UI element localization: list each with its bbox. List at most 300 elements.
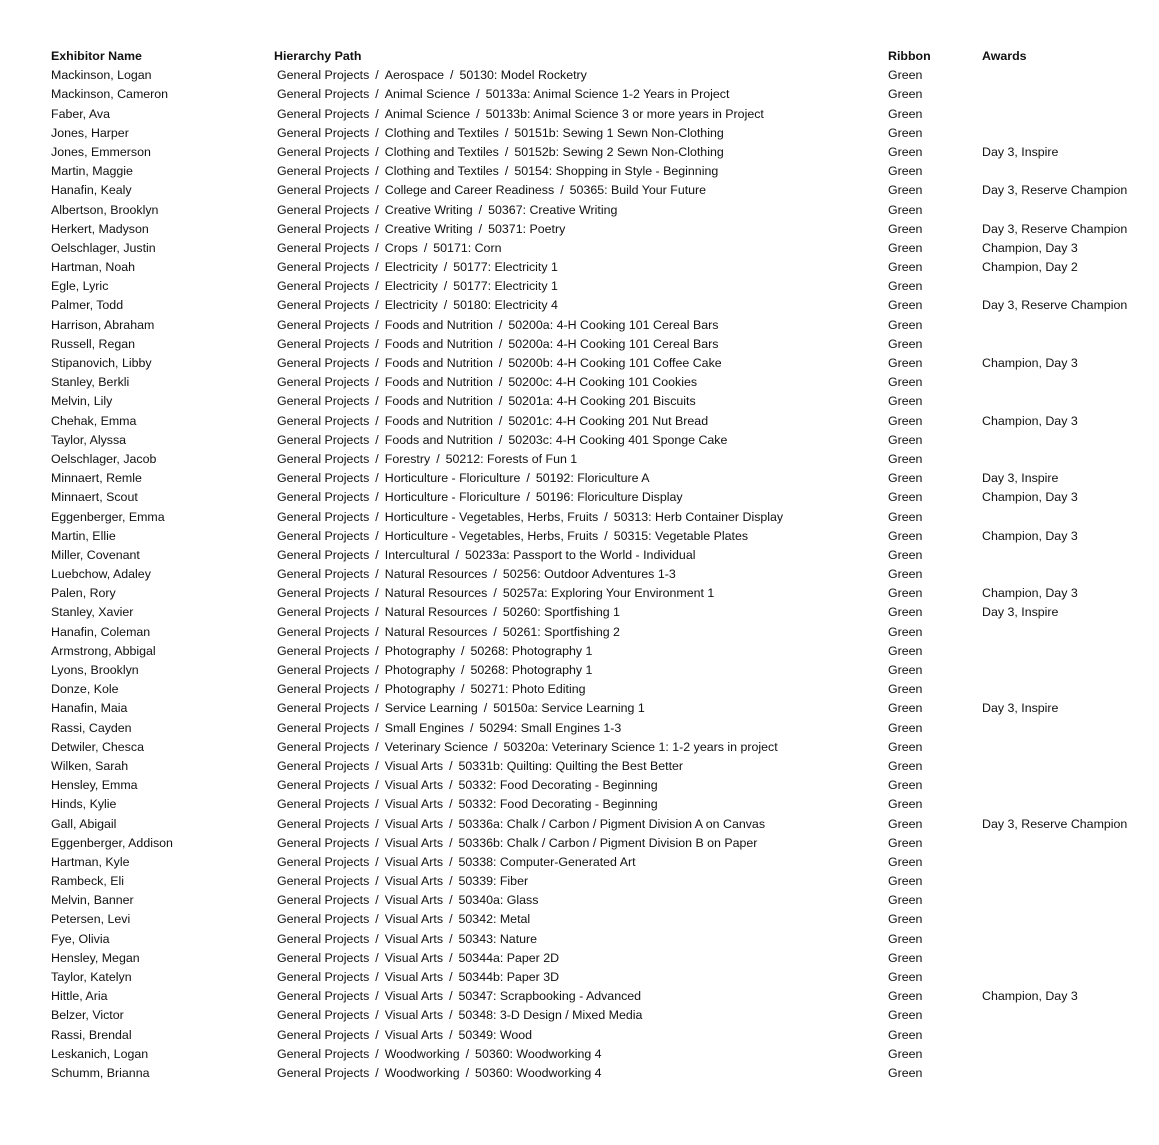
path-separator: / <box>375 202 379 217</box>
path-separator: / <box>375 778 379 793</box>
ribbon-cell: Green <box>888 778 923 793</box>
path-segment: General Projects <box>277 221 370 236</box>
table-row <box>51 143 1159 162</box>
table-row <box>51 546 1159 565</box>
path-segment: Visual Arts <box>384 835 444 850</box>
path-segment: General Projects <box>277 125 370 140</box>
path-segment: 50365: Build Your Future <box>569 183 707 198</box>
ribbon-cell: Green <box>888 893 923 908</box>
table-row <box>51 834 1159 853</box>
hierarchy-path-cell <box>274 412 888 431</box>
awards-cell <box>982 623 1159 642</box>
exhibitor-name-cell: Albertson, Brooklyn <box>51 202 159 217</box>
path-separator: / <box>375 336 379 351</box>
path-segment: Horticulture - Vegetables, Herbs, Fruits <box>384 528 599 543</box>
table-body <box>51 66 1159 1083</box>
path-separator: / <box>375 317 379 332</box>
path-separator: / <box>493 586 497 601</box>
path-separator: / <box>375 835 379 850</box>
path-separator: / <box>375 432 379 447</box>
column-header-awards: Awards <box>982 49 1027 63</box>
path-segment: General Projects <box>277 893 370 908</box>
table-row <box>51 719 1159 738</box>
path-segment: 50313: Herb Container Display <box>613 509 784 524</box>
awards-cell <box>982 1026 1159 1045</box>
ribbon-cell: Green <box>888 164 923 179</box>
path-segment: Natural Resources <box>384 605 488 620</box>
path-separator: / <box>449 1008 453 1023</box>
path-separator: / <box>449 912 453 927</box>
path-separator: / <box>483 701 488 716</box>
path-separator: / <box>465 1065 470 1080</box>
column-header-hierarchy-path: Hierarchy Path <box>274 49 362 63</box>
path-segment: 50200a: 4-H Cooking 101 Cereal Bars <box>508 336 719 351</box>
exhibitor-name-cell: Lyons, Brooklyn <box>51 663 139 677</box>
path-segment: Visual Arts <box>384 912 444 927</box>
ribbon-cell: Green <box>888 144 923 159</box>
table-header <box>51 47 1159 66</box>
exhibitor-name-cell: Gall, Abigail <box>51 816 117 831</box>
path-separator: / <box>375 1046 379 1061</box>
exhibitor-name-cell: Palen, Rory <box>51 586 116 601</box>
ribbon-cell: Green <box>888 68 923 83</box>
path-segment: 50360: Woodworking 4 <box>475 1065 602 1080</box>
path-segment: Foods and Nutrition <box>384 336 493 351</box>
awards-cell: Champion, Day 3 <box>982 989 1078 1004</box>
ribbon-cell: Green <box>888 567 923 582</box>
path-segment: General Projects <box>277 701 370 716</box>
path-segment: Clothing and Textiles <box>384 164 499 179</box>
hierarchy-path-cell <box>274 220 888 239</box>
path-segment: General Projects <box>277 528 370 543</box>
table-row <box>51 450 1159 469</box>
table-row <box>51 1006 1159 1025</box>
path-segment: General Projects <box>277 317 370 332</box>
ribbon-cell: Green <box>888 816 923 831</box>
hierarchy-path-cell <box>274 277 888 296</box>
awards-cell: Champion, Day 2 <box>982 260 1078 275</box>
exhibitor-name-cell: Mackinson, Logan <box>51 68 152 83</box>
table-row <box>51 565 1159 584</box>
path-segment: General Projects <box>277 298 370 313</box>
exhibitor-name-cell: Russell, Regan <box>51 336 136 351</box>
path-segment: Natural Resources <box>384 586 488 601</box>
awards-cell: Day 3, Inspire <box>982 701 1059 716</box>
table-row <box>51 66 1159 85</box>
awards-cell <box>982 930 1159 949</box>
path-segment: General Projects <box>277 835 370 850</box>
ribbon-cell: Green <box>888 874 923 889</box>
path-segment: Intercultural <box>384 547 450 562</box>
path-segment: 50332: Food Decorating - Beginning <box>458 778 658 793</box>
path-segment: General Projects <box>277 778 370 793</box>
exhibitor-name-cell: Melvin, Lily <box>51 394 113 409</box>
hierarchy-path-cell <box>274 143 888 162</box>
table-row <box>51 354 1159 373</box>
hierarchy-path-cell <box>274 699 888 718</box>
path-separator: / <box>498 336 503 351</box>
path-segment: 50320a: Veterinary Science 1: 1-2 years in project <box>503 739 778 754</box>
exhibitor-name-cell: Eggenberger, Addison <box>51 835 173 850</box>
hierarchy-path-cell <box>274 584 888 603</box>
hierarchy-path-cell <box>274 1064 888 1083</box>
table-row <box>51 757 1159 776</box>
path-segment: Foods and Nutrition <box>384 394 493 409</box>
path-segment: General Projects <box>277 413 370 428</box>
path-separator: / <box>449 854 453 869</box>
path-separator: / <box>375 451 379 466</box>
table-row <box>51 987 1159 1006</box>
path-separator: / <box>375 663 379 677</box>
hierarchy-path-cell <box>274 757 888 776</box>
table-row <box>51 584 1159 603</box>
path-segment: General Projects <box>277 970 370 984</box>
path-segment: 50294: Small Engines 1-3 <box>479 720 622 735</box>
table-row <box>51 1026 1159 1045</box>
ribbon-cell: Green <box>888 1046 923 1061</box>
path-segment: Visual Arts <box>384 778 444 793</box>
hierarchy-path-cell <box>274 738 888 757</box>
awards-cell <box>982 373 1159 392</box>
path-segment: General Projects <box>277 202 370 217</box>
hierarchy-path-cell <box>274 853 888 872</box>
path-segment: General Projects <box>277 797 370 812</box>
path-separator: / <box>375 567 379 582</box>
hierarchy-path-cell <box>274 296 888 315</box>
path-separator: / <box>449 874 453 889</box>
path-segment: General Projects <box>277 682 370 697</box>
awards-cell <box>982 872 1159 891</box>
path-separator: / <box>375 720 379 735</box>
awards-cell: Champion, Day 3 <box>982 528 1078 543</box>
path-separator: / <box>375 893 379 908</box>
ribbon-cell: Green <box>888 432 923 447</box>
hierarchy-path-cell <box>274 373 888 392</box>
awards-cell <box>982 776 1159 795</box>
path-segment: Foods and Nutrition <box>384 356 493 370</box>
path-separator: / <box>375 931 379 946</box>
exhibitor-name-cell: Hanafin, Coleman <box>51 624 151 639</box>
awards-cell: Champion, Day 3 <box>982 490 1078 505</box>
ribbon-cell: Green <box>888 221 923 236</box>
path-segment: Visual Arts <box>384 931 444 946</box>
path-segment: Electricity <box>384 279 438 294</box>
path-segment: Clothing and Textiles <box>384 125 499 140</box>
exhibitor-name-cell: Hartman, Kyle <box>51 854 130 869</box>
exhibitor-name-cell: Hartman, Noah <box>51 260 136 275</box>
table-row <box>51 488 1159 507</box>
table-row <box>51 795 1159 814</box>
path-segment: 50261: Sportfishing 2 <box>502 624 620 639</box>
path-segment: 50257a: Exploring Your Environment 1 <box>502 586 715 601</box>
exhibitor-name-cell: Martin, Ellie <box>51 528 116 543</box>
awards-cell <box>982 1045 1159 1064</box>
awards-cell: Champion, Day 3 <box>982 356 1078 370</box>
path-segment: Woodworking <box>384 1065 460 1080</box>
exhibitor-name-cell: Hinds, Kylie <box>51 797 117 812</box>
path-segment: 50271: Photo Editing <box>470 682 586 697</box>
path-separator: / <box>498 394 503 409</box>
path-separator: / <box>476 106 480 121</box>
exhibitor-name-cell: Fye, Olivia <box>51 931 110 946</box>
path-separator: / <box>375 413 379 428</box>
path-segment: General Projects <box>277 874 370 889</box>
path-separator: / <box>443 279 448 294</box>
path-separator: / <box>375 260 379 275</box>
table-row <box>51 335 1159 354</box>
path-segment: 50343: Nature <box>458 931 538 946</box>
path-separator: / <box>375 375 379 390</box>
hierarchy-path-cell <box>274 469 888 488</box>
path-separator: / <box>375 816 379 831</box>
path-separator: / <box>449 778 453 793</box>
hierarchy-path-cell <box>274 527 888 546</box>
exhibitor-name-cell: Egle, Lyric <box>51 279 109 294</box>
path-segment: 50200b: 4-H Cooking 101 Coffee Cake <box>508 356 722 370</box>
hierarchy-path-cell <box>274 872 888 891</box>
path-segment: General Projects <box>277 183 370 198</box>
path-segment: General Projects <box>277 1027 370 1042</box>
hierarchy-path-cell <box>274 258 888 277</box>
table-row <box>51 85 1159 104</box>
path-segment: General Projects <box>277 931 370 946</box>
table-row <box>51 201 1159 220</box>
exhibitor-results-table <box>51 47 1159 1083</box>
exhibitor-name-cell: Rambeck, Eli <box>51 874 124 889</box>
path-segment: 50360: Woodworking 4 <box>475 1046 602 1061</box>
awards-cell <box>982 316 1159 335</box>
hierarchy-path-cell <box>274 66 888 85</box>
hierarchy-path-cell <box>274 719 888 738</box>
exhibitor-name-cell: Petersen, Levi <box>51 912 131 927</box>
table-row <box>51 316 1159 335</box>
exhibitor-name-cell: Jones, Emmerson <box>51 144 151 159</box>
table-row <box>51 431 1159 450</box>
awards-cell <box>982 124 1159 143</box>
exhibitor-name-cell: Hensley, Megan <box>51 950 140 965</box>
path-segment: 50133b: Animal Science 3 or more years in Project <box>485 106 764 121</box>
ribbon-cell: Green <box>888 260 923 275</box>
awards-cell <box>982 949 1159 968</box>
path-segment: Visual Arts <box>384 758 444 773</box>
table-row <box>51 891 1159 910</box>
path-separator: / <box>449 950 453 965</box>
ribbon-cell: Green <box>888 240 923 255</box>
path-separator: / <box>498 356 503 370</box>
path-segment: 50348: 3-D Design / Mixed Media <box>458 1008 643 1023</box>
awards-cell <box>982 450 1159 469</box>
path-separator: / <box>504 164 509 179</box>
exhibitor-name-cell: Taylor, Katelyn <box>51 970 132 984</box>
awards-cell <box>982 85 1159 104</box>
path-segment: Horticulture - Floriculture <box>384 471 521 486</box>
path-segment: General Projects <box>277 739 370 754</box>
awards-cell <box>982 661 1159 680</box>
awards-cell: Day 3, Reserve Champion <box>982 298 1128 313</box>
path-segment: General Projects <box>277 375 370 390</box>
path-segment: General Projects <box>277 68 370 83</box>
path-segment: General Projects <box>277 164 370 179</box>
table-row <box>51 469 1159 488</box>
path-segment: Creative Writing <box>384 202 473 217</box>
table-row <box>51 930 1159 949</box>
awards-cell <box>982 910 1159 929</box>
exhibitor-name-cell: Melvin, Banner <box>51 893 134 908</box>
ribbon-cell: Green <box>888 125 923 140</box>
path-segment: 50344b: Paper 3D <box>458 970 560 984</box>
path-segment: 50233a: Passport to the World - Individual <box>464 547 696 562</box>
exhibitor-name-cell: Chehak, Emma <box>51 413 137 428</box>
hierarchy-path-cell <box>274 623 888 642</box>
path-segment: 50331b: Quilting: Quilting the Best Better <box>458 758 684 773</box>
path-separator: / <box>375 183 379 198</box>
path-segment: Visual Arts <box>384 854 444 869</box>
hierarchy-path-cell <box>274 85 888 104</box>
path-segment: General Projects <box>277 490 370 505</box>
awards-cell <box>982 105 1159 124</box>
path-segment: Visual Arts <box>384 989 444 1004</box>
path-separator: / <box>478 221 483 236</box>
hierarchy-path-cell <box>274 949 888 968</box>
path-separator: / <box>436 451 440 466</box>
table-row <box>51 699 1159 718</box>
exhibitor-name-cell: Minnaert, Remle <box>51 471 142 486</box>
ribbon-cell: Green <box>888 471 923 486</box>
table-row <box>51 239 1159 258</box>
path-separator: / <box>478 202 483 217</box>
path-segment: 50177: Electricity 1 <box>453 260 558 275</box>
ribbon-cell: Green <box>888 758 923 773</box>
awards-cell: Champion, Day 3 <box>982 413 1078 428</box>
path-separator: / <box>449 758 453 773</box>
path-separator: / <box>375 739 379 754</box>
path-segment: 50154: Shopping in Style - Beginning <box>514 164 719 179</box>
path-segment: General Projects <box>277 509 370 524</box>
table-row <box>51 181 1159 200</box>
path-separator: / <box>375 874 379 889</box>
exhibitor-name-cell: Faber, Ava <box>51 106 111 121</box>
path-segment: General Projects <box>277 451 370 466</box>
path-separator: / <box>498 432 503 447</box>
path-separator: / <box>449 1027 453 1042</box>
ribbon-cell: Green <box>888 528 923 543</box>
ribbon-cell: Green <box>888 413 923 428</box>
path-separator: / <box>449 893 453 908</box>
path-segment: General Projects <box>277 1008 370 1023</box>
table-row <box>51 776 1159 795</box>
awards-cell <box>982 277 1159 296</box>
ribbon-cell: Green <box>888 509 923 524</box>
path-separator: / <box>493 605 497 620</box>
path-segment: General Projects <box>277 144 370 159</box>
path-segment: Photography <box>384 663 456 677</box>
path-segment: General Projects <box>277 605 370 620</box>
path-separator: / <box>375 298 379 313</box>
path-segment: Visual Arts <box>384 1008 444 1023</box>
table-row <box>51 815 1159 834</box>
path-segment: Veterinary Science <box>384 739 489 754</box>
awards-cell <box>982 66 1159 85</box>
path-segment: Natural Resources <box>384 624 488 639</box>
path-separator: / <box>443 298 448 313</box>
path-segment: Small Engines <box>384 720 464 735</box>
hierarchy-path-cell <box>274 603 888 622</box>
awards-cell <box>982 968 1159 987</box>
hierarchy-path-cell <box>274 392 888 411</box>
path-separator: / <box>375 471 379 486</box>
path-segment: Foods and Nutrition <box>384 413 493 428</box>
path-segment: 50336b: Chalk / Carbon / Pigment Division B on Paper <box>458 835 758 850</box>
path-separator: / <box>461 663 465 677</box>
path-segment: Electricity <box>384 260 438 275</box>
path-segment: Clothing and Textiles <box>384 144 499 159</box>
path-segment: General Projects <box>277 950 370 965</box>
path-separator: / <box>375 528 379 543</box>
path-segment: 50338: Computer-Generated Art <box>458 854 636 869</box>
exhibitor-name-cell: Armstrong, Abbigal <box>51 643 156 658</box>
hierarchy-path-cell <box>274 239 888 258</box>
hierarchy-path-cell <box>274 508 888 527</box>
path-separator: / <box>375 125 379 140</box>
path-separator: / <box>375 394 379 409</box>
ribbon-cell: Green <box>888 279 923 294</box>
exhibitor-name-cell: Schumm, Brianna <box>51 1065 150 1080</box>
path-segment: Foods and Nutrition <box>384 375 493 390</box>
hierarchy-path-cell <box>274 105 888 124</box>
awards-cell <box>982 546 1159 565</box>
path-segment: 50180: Electricity 4 <box>453 298 558 313</box>
path-separator: / <box>449 816 453 831</box>
hierarchy-path-cell <box>274 968 888 987</box>
exhibitor-name-cell: Belzer, Victor <box>51 1008 124 1023</box>
awards-cell <box>982 1064 1159 1083</box>
ribbon-cell: Green <box>888 317 923 332</box>
path-segment: Visual Arts <box>384 970 444 984</box>
path-separator: / <box>449 970 453 984</box>
ribbon-cell: Green <box>888 1008 923 1023</box>
hierarchy-path-cell <box>274 181 888 200</box>
path-separator: / <box>375 970 379 984</box>
path-separator: / <box>493 624 497 639</box>
path-segment: 50203c: 4-H Cooking 401 Sponge Cake <box>508 432 728 447</box>
exhibitor-name-cell: Rassi, Cayden <box>51 720 132 735</box>
path-separator: / <box>375 854 379 869</box>
awards-cell <box>982 834 1159 853</box>
path-segment: Visual Arts <box>384 1027 444 1042</box>
path-segment: 50347: Scrapbooking - Advanced <box>458 989 642 1004</box>
path-segment: 50260: Sportfishing 1 <box>502 605 620 620</box>
table-row <box>51 680 1159 699</box>
exhibitor-name-cell: Stipanovich, Libby <box>51 356 152 370</box>
ribbon-cell: Green <box>888 643 923 658</box>
path-separator: / <box>375 356 379 370</box>
exhibitor-name-cell: Oelschlager, Justin <box>51 240 156 255</box>
path-separator: / <box>375 701 379 716</box>
table-row <box>51 277 1159 296</box>
path-separator: / <box>375 490 379 505</box>
path-separator: / <box>461 643 465 658</box>
exhibitor-name-cell: Donze, Kole <box>51 682 119 697</box>
path-separator: / <box>461 682 465 697</box>
path-separator: / <box>476 87 480 102</box>
path-segment: 50342: Metal <box>458 912 531 927</box>
path-separator: / <box>375 240 379 255</box>
exhibitor-name-cell: Stanley, Xavier <box>51 605 134 620</box>
hierarchy-path-cell <box>274 776 888 795</box>
path-segment: Foods and Nutrition <box>384 432 493 447</box>
table-row <box>51 296 1159 315</box>
awards-cell: Day 3, Inspire <box>982 605 1059 620</box>
